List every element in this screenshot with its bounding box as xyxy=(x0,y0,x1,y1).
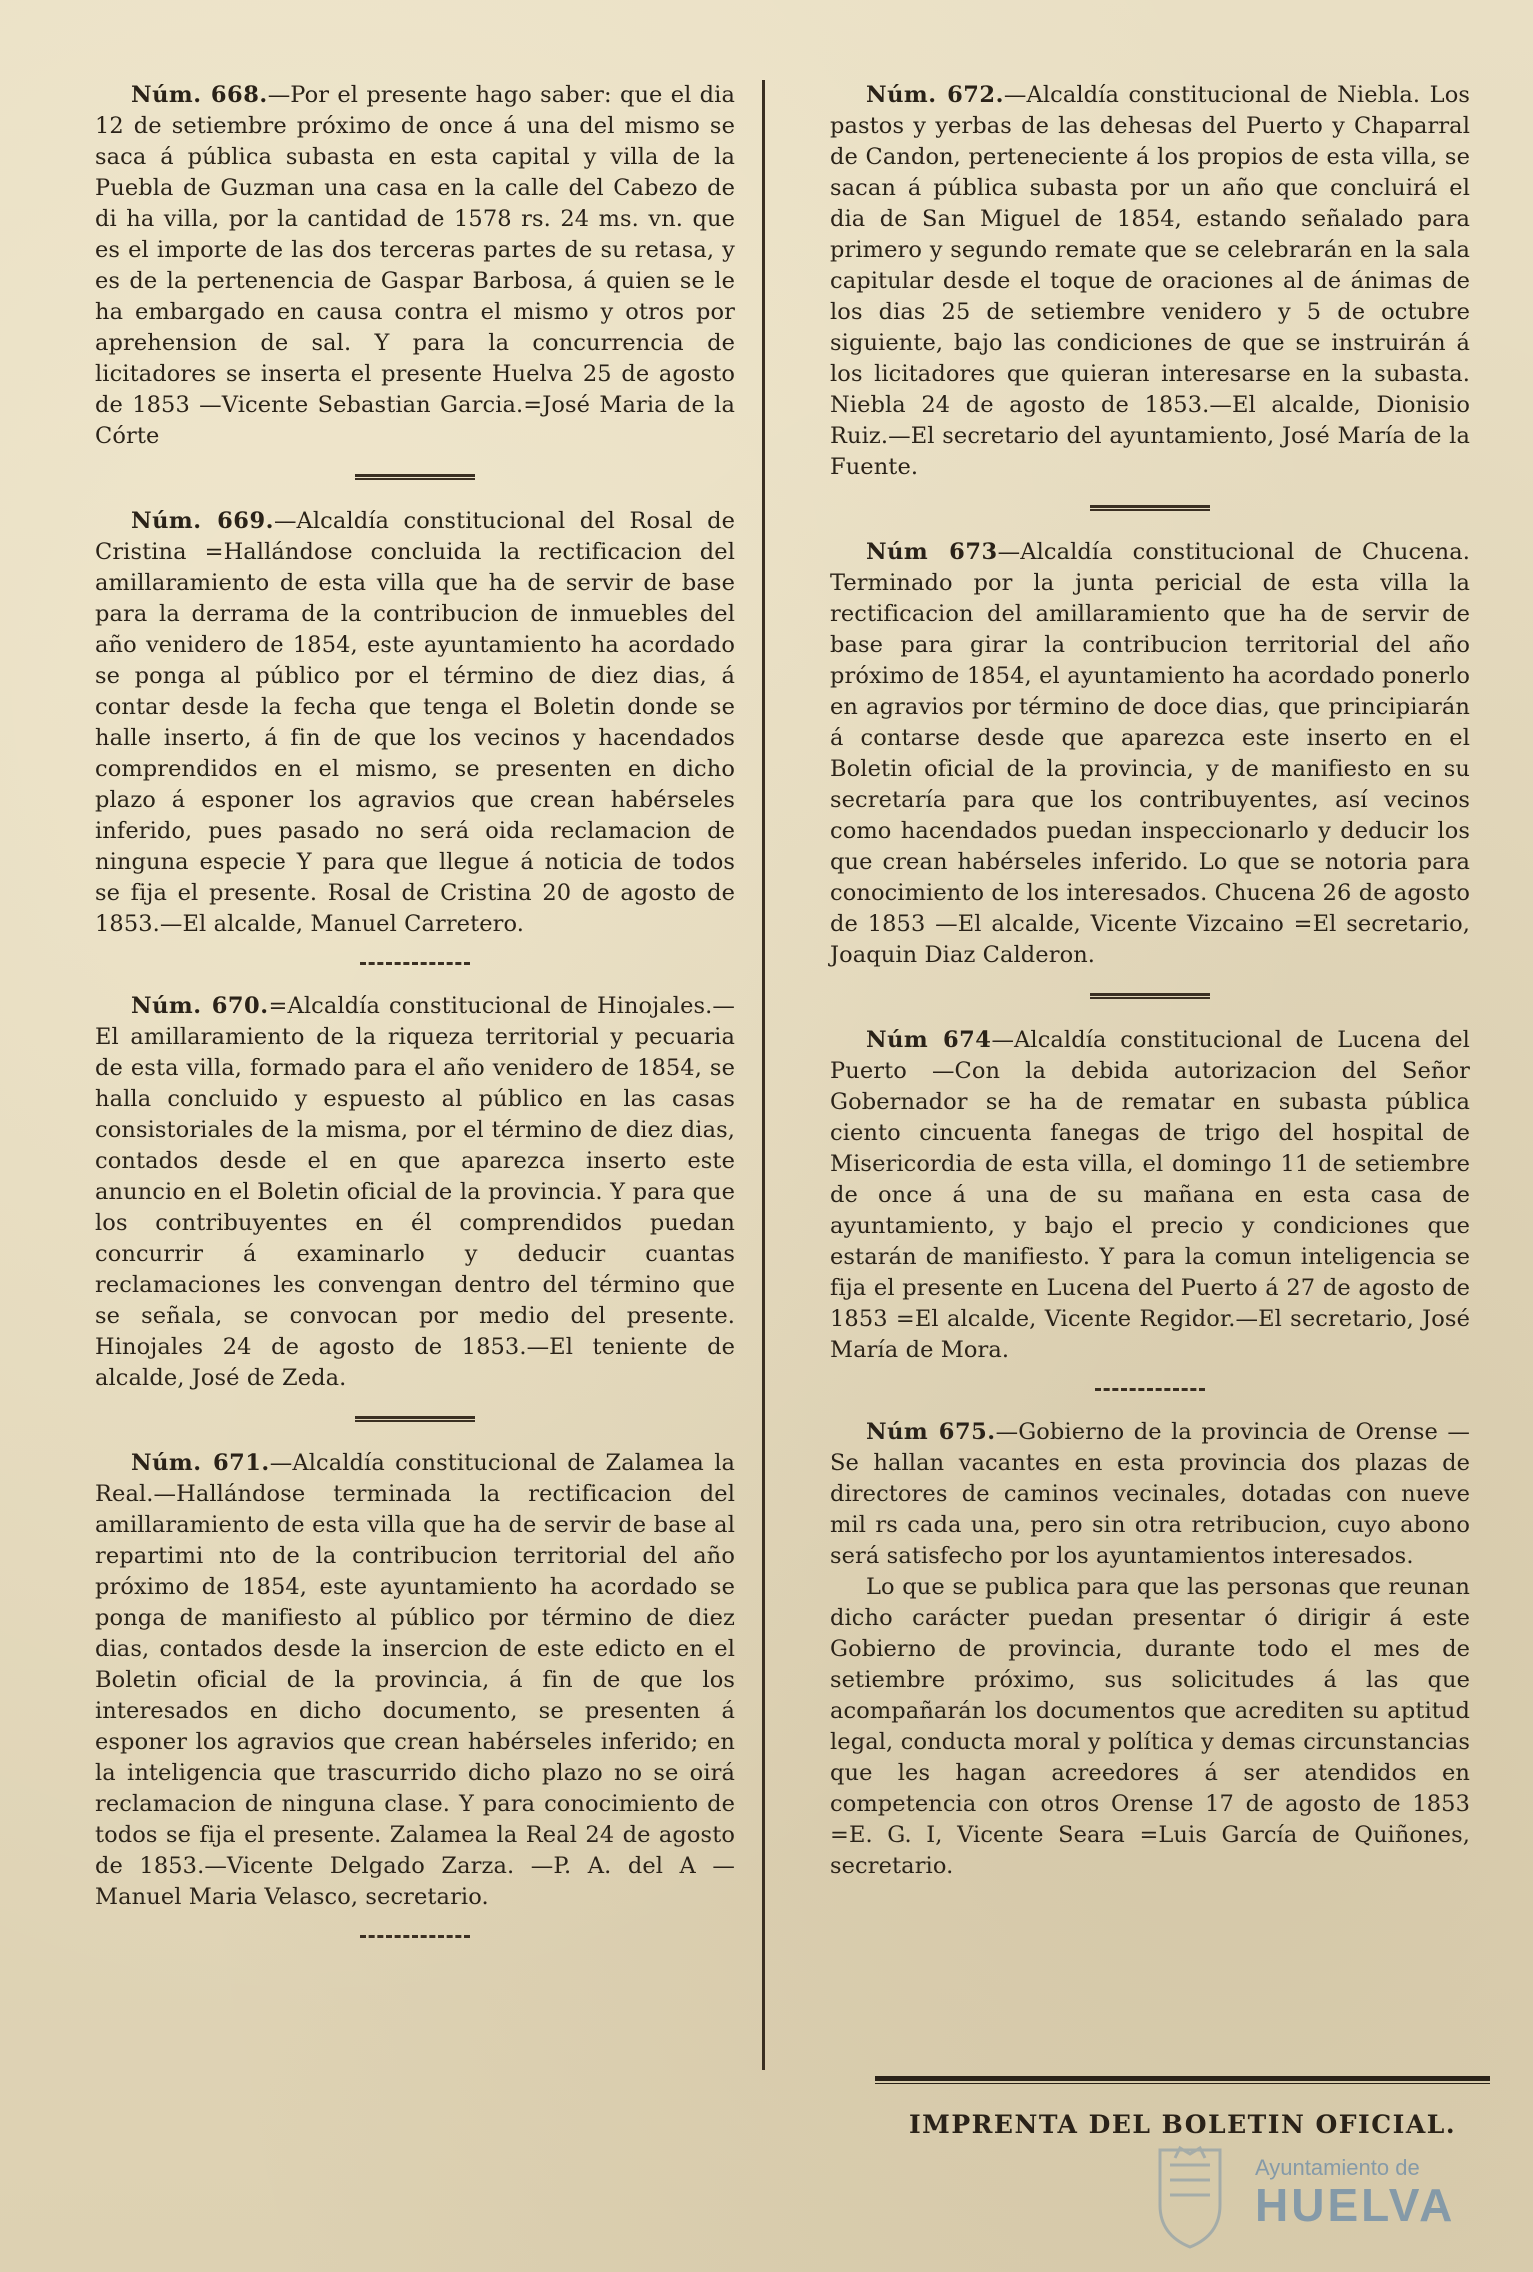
column-divider xyxy=(762,80,765,2070)
separator xyxy=(355,1416,475,1422)
notice-number: Núm. 670. xyxy=(131,993,269,1019)
notice-668 xyxy=(95,80,735,452)
separator xyxy=(1090,993,1210,999)
notice-text: —Alcaldía constitucional de Niebla. Los pastos y yerbas de las dehesas del Puerto y Chaparral de Candon, perteneciente á los propios de esta villa, se sacan á pública subasta por un año que concluirá el dia de San Miguel de 1854, estando señalado para primero y segundo remate que se celebrarán en la sala capitular desde el toque de oraciones al de ánimas de los dias 25 de setiembre venidero y 5 de octubre siguiente, bajo las condiciones de que se instruirán á los licitadores que quieran interesarse en la subasta. Niebla 24 de agosto de 1853.—El alcalde, Dionisio Ruiz.—El secretario del ayuntamiento, José María de la Fuente. xyxy=(830,82,1470,480)
notice-669 xyxy=(95,506,735,940)
notice-number: Núm 674 xyxy=(866,1027,992,1053)
separator xyxy=(360,962,470,965)
notice-text: —Alcaldía constitucional de Lucena del Puerto —Con la debida autorizacion del Señor Gobernador se ha de rematar en subasta pública ciento cincuenta fanegas de trigo del hospital de Misericordia de esta villa, el domingo 11 de setiembre de once á una de su mañana en esta casa de ayuntamiento, y bajo el precio y condiciones que estarán de manifiesto. Y para la comun inteligencia se fija el presente en Lucena del Puerto á 27 de agosto de 1853 =El alcalde, Vicente Regidor.—El secretario, José María de Mora. xyxy=(830,1027,1470,1363)
notice-number: Núm 673 xyxy=(866,539,998,565)
notice-text: —Alcaldía constitucional del Rosal de Cristina =Hallándose concluida la rectificacion del amillaramiento de esta villa que ha de servir de base para la derrama de la contribucion de inmuebles del año venidero de 1854, este ayuntamiento ha acordado se ponga al público por el término de diez dias, á contar desde la fecha que tenga el Boletin donde se halle inserto, á fin de que los vecinos y hacendados comprendidos en el mismo, se presenten en dicho plazo á esponer los agravios que crean habérseles inferido, pues pasado no será oida reclamacion de ninguna especie Y para que llegue á noticia de todos se fija el presente. Rosal de Cristina 20 de agosto de 1853.—El alcalde, Manuel Carretero. xyxy=(95,508,736,937)
left-column xyxy=(95,80,735,1964)
right-column xyxy=(830,80,1470,1882)
notice-number: Núm. 668. xyxy=(131,82,268,108)
notice-672 xyxy=(830,80,1470,483)
notice-675 xyxy=(830,1417,1470,1882)
notice-text: —Por el presente hago saber: que el dia 12 de setiembre próximo de once á una del mismo se saca á pública subasta en esta capital y villa de la Puebla de Guzman una casa en la calle del Cabezo de di ha villa, por la cantidad de 1578 rs. 24 ms. vn. que es el importe de las dos terceras partes de su retasa, y es de la pertenencia de Gaspar Barbosa, á quien se le ha embargado en causa contra el mismo y otros por aprehension de sal. Y para la concurrencia de licitadores se inserta el presente Huelva 25 de agosto de 1853 —Vicente Sebastian Garcia.=José Maria de la Córte xyxy=(95,82,735,449)
separator xyxy=(355,474,475,480)
watermark-name: Ayuntamiento de xyxy=(1255,2155,1420,2180)
separator xyxy=(1090,505,1210,511)
notice-670 xyxy=(95,991,735,1394)
notice-number: Núm. 669. xyxy=(131,508,274,534)
watermark-city: HUELVA xyxy=(1255,2179,1456,2231)
notice-text: =Alcaldía constitucional de Hinojales.—El amillaramiento de la riqueza territorial y pecuaria de esta villa, formado para el año venidero de 1854, se halla concluido y espuesto al público en las casas consistoriales de la misma, por el término de diez dias, contados desde el en que aparezca inserto este anuncio en el Boletin oficial de la provincia. Y para que los contribuyentes en él comprendidos puedan concurrir á examinarlo y deducir cuantas reclamaciones les convengan dentro del término que se señala, se convocan por medio del presente. Hinojales 24 de agosto de 1853.—El teniente de alcalde, José de Zeda. xyxy=(95,993,736,1391)
notice-number: Núm. 671. xyxy=(131,1450,270,1476)
notice-text-continued: Lo que se publica para que las personas que reunan dicho carácter puedan presentar ó dirigir á este Gobierno de provincia, durante todo el mes de setiembre próximo, sus solicitudes á las que acompañarán los documentos que acrediten su aptitud legal, conducta moral y política y demas circunstancias que les hagan acreedores á ser atendidos en competencia con otros Orense 17 de agosto de 1853 =E. G. I, Vicente Seara =Luis García de Quiñones, secretario. xyxy=(830,1574,1470,1879)
notice-674 xyxy=(830,1025,1470,1366)
separator xyxy=(360,1935,470,1938)
notice-text: —Alcaldía constitucional de Chucena. Terminado por la junta pericial de esta villa la rectificacion del amillaramiento que ha de servir de base para girar la contribucion territorial del año próximo de 1854, el ayuntamiento ha acordado ponerlo en agravios por término de doce dias, que principiarán á contarse desde que aparezca este inserto en el Boletin oficial de la provincia, y de manifiesto en su secretaría para que los contribuyentes, así vecinos como hacendados puedan inspeccionarlo y deducir los que crean habérseles inferido. Lo que se notoria para conocimiento de los interesados. Chucena 26 de agosto de 1853 —El alcalde, Vicente Vizcaino =El secretario, Joaquin Diaz Calderon. xyxy=(830,539,1470,968)
footer-rule xyxy=(875,2076,1490,2084)
notice-text: —Alcaldía constitucional de Zalamea la Real.—Hallándose terminada la rectificacion del amillaramiento de esta villa que ha de servir de base al repartimi nto de la contribucion territorial del año próximo de 1854, este ayuntamiento ha acordado se ponga de manifiesto al público por término de diez dias, contados desde la insercion de este edicto en el Boletin oficial de la provincia, á fin de que los interesados en dicho documento, se presenten á esponer los agravios que crean habérseles inferido; en la inteligencia que trascurrido dicho plazo no se oirá reclamacion de ninguna clase. Y para conocimiento de todos se fija el presente. Zalamea la Real 24 de agosto de 1853.—Vicente Delgado Zarza. —P. A. del A —Manuel Maria Velasco, secretario. xyxy=(95,1450,736,1910)
notice-number: Núm 675. xyxy=(866,1419,996,1445)
separator xyxy=(1095,1388,1205,1391)
notice-text: —Gobierno de la provincia de Orense — Se hallan vacantes en esta provincia dos plazas de directores de caminos vecinales, dotadas con nueve mil rs cada una, pero sin otra retribucion, cuyo abono será satisfecho por los ayuntamientos interesados. xyxy=(830,1419,1470,1569)
notice-number: Núm. 672. xyxy=(866,82,1004,108)
imprint-line: IMPRENTA DEL BOLETIN OFICIAL. xyxy=(908,2110,1457,2139)
notice-671 xyxy=(95,1448,735,1913)
notice-673 xyxy=(830,537,1470,971)
